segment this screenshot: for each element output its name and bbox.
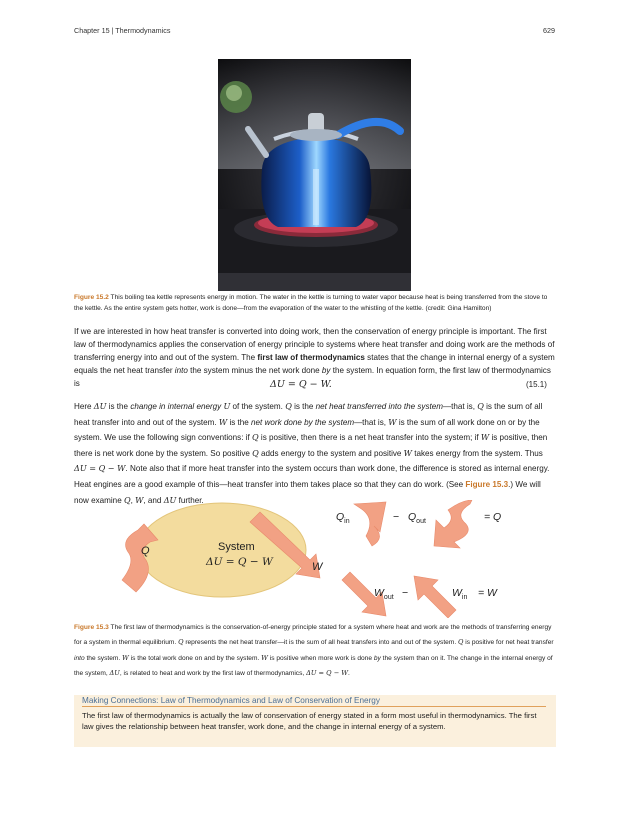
text-run: the system. xyxy=(84,654,123,662)
system-label: System xyxy=(218,541,255,553)
first-law-diagram xyxy=(114,500,524,618)
text-run: is the xyxy=(291,402,316,411)
text-run: is the total work done on and by the system. xyxy=(128,654,262,662)
q-in-subscript: in xyxy=(344,518,350,525)
text-run: the system. In equation form, the first law of thermodynamics is xyxy=(74,366,551,388)
q-label: Q xyxy=(141,545,150,557)
minus-sign: − xyxy=(402,587,409,599)
text-run: the system than on it. The change in the internal energy of the system, xyxy=(74,654,553,678)
making-connections-text: The first law of thermodynamics is actually the law of conservation of energy stated in a form most useful in thermodynamics. The first law gives the relationship between heat transfer, work done, and the change in internal energy of a system. xyxy=(82,711,537,731)
w-in-subscript: in xyxy=(461,594,468,601)
emphasis: into xyxy=(74,654,85,662)
figure-label: Figure 15.3 xyxy=(74,624,109,631)
symbol-q: Q xyxy=(458,638,464,647)
text-run: is the sum of all heat transfer into and out of the system. xyxy=(74,402,543,427)
text-run: .) We will now examine xyxy=(74,479,541,505)
w-out-label xyxy=(374,587,394,601)
figure-15-3-caption xyxy=(74,620,556,682)
w-label: W xyxy=(312,561,323,573)
caption-text: This boiling tea kettle represents energy in motion. The water in the kettle is turning to water vapor because heat is being transferred from the stove to the kettle. As the entire system gets hotter, work is done—from the evaporation of the water to the whistling of the kettle. (credit: Gina Hamilton) xyxy=(74,294,548,312)
text-run: of the system. xyxy=(230,402,286,411)
symbol-q: Q xyxy=(477,401,484,411)
symbol-w: W xyxy=(135,494,144,505)
symbol-w: W xyxy=(261,653,268,662)
symbol-w: W xyxy=(122,653,129,662)
kettle-photo xyxy=(218,59,411,291)
minus-sign: − xyxy=(393,511,400,523)
text-run: , and xyxy=(143,495,164,505)
q-in-symbol: Q xyxy=(336,511,345,523)
w-out-symbol: W xyxy=(374,587,384,599)
text-run: is positive when more work is done xyxy=(267,654,374,662)
text-run: —that is, xyxy=(443,402,478,411)
symbol-q: Q xyxy=(285,401,292,411)
w-in-arrow xyxy=(414,576,456,618)
text-run: the system minus the net work done xyxy=(187,366,322,375)
symbol-w: W xyxy=(218,416,228,427)
text-run: If we are interested in how heat transfer is converted into doing work, then the conservation of energy principle is important. The first law of thermodynamics applies the conservation of energy principle to systems where heat transfer and doing work are the methods of transferring energy into and out of the system. The xyxy=(74,327,555,362)
text-run: is the xyxy=(106,402,131,411)
inline-equation: ΔU = Q − W xyxy=(74,463,126,474)
symbol-q: Q xyxy=(252,432,259,443)
q-out-arrow xyxy=(434,500,472,548)
text-run: is the xyxy=(227,417,252,427)
equals-q: = Q xyxy=(484,511,502,523)
symbol-w: W xyxy=(403,447,412,458)
equation-15-1: ΔU = Q − W. xyxy=(270,379,332,390)
text-run: is positive for net heat transfer xyxy=(463,639,554,647)
emphasis: by xyxy=(321,366,331,375)
symbol-u: U xyxy=(223,401,231,411)
text-run: . Note also that if more heat transfer into the system occurs than work done, the difference is stored as internal energy. Heat engines are a good example of this—heat transfer into them takes place so that they can do work. (See xyxy=(74,464,550,489)
key-term: first law of thermodynamics xyxy=(257,353,365,362)
symbol-delta-u: ΔU xyxy=(163,494,177,505)
q-out-label xyxy=(408,511,426,525)
emphasis: net heat transferred into the system xyxy=(315,402,443,411)
symbol-w: W xyxy=(480,432,490,443)
inline-equation: ΔU = Q − W xyxy=(306,669,348,678)
symbol-w: W xyxy=(388,416,397,427)
emphasis: into xyxy=(174,366,188,375)
box-divider xyxy=(82,706,546,707)
text-run: —that is, xyxy=(354,417,389,427)
symbol-delta-u: ΔU xyxy=(109,669,120,678)
w-in-label xyxy=(452,587,467,601)
system-equation: ΔU = Q − W xyxy=(206,556,273,568)
symbol-delta-u: ΔU xyxy=(93,401,107,411)
text-run: is the sum of all work done on or by the system. We use the following sign conventions: if xyxy=(74,417,540,443)
making-connections-title: Making Connections: Law of Thermodynamics and Law of Conservation of Energy xyxy=(82,696,380,705)
w-out-subscript: out xyxy=(383,594,394,601)
q-out-symbol: Q xyxy=(408,511,417,523)
kettle-photo-image xyxy=(218,59,411,291)
symbol-q: Q xyxy=(123,494,131,505)
text-run: Here xyxy=(74,402,94,411)
text-run: takes energy from the system. Thus xyxy=(412,448,543,458)
text-run: . xyxy=(348,670,350,678)
text-run: further. xyxy=(176,495,204,505)
equals-w: = W xyxy=(478,587,497,599)
sign-convention-paragraph xyxy=(74,399,556,508)
text-run: is positive, then there is a net heat transfer into the system; if xyxy=(258,433,481,443)
symbol-q: Q xyxy=(252,447,259,458)
text-run: , is related to heat and work by the first law of thermodynamics, xyxy=(119,670,307,678)
emphasis: by xyxy=(373,654,381,662)
text-run: represents the net heat transfer—it is the sum of all heat transfers into and out of the system. xyxy=(183,639,458,647)
text-run: adds energy to the system and positive xyxy=(258,448,404,458)
text-run: , xyxy=(130,495,136,505)
text-run: is positive, then there is net work done by the system. So positive xyxy=(74,433,548,458)
emphasis: net work done by the system xyxy=(251,417,355,427)
symbol-q: Q xyxy=(178,638,184,647)
figure-15-2-caption xyxy=(74,292,556,314)
figure-label: Figure 15.2 xyxy=(74,294,109,301)
running-header-chapter: Chapter 15 | Thermodynamics xyxy=(74,26,171,35)
page-number: 629 xyxy=(543,26,555,35)
q-in-arrow xyxy=(354,502,386,546)
text-run: states that the change in internal energy of a system equals the net heat transfer xyxy=(74,353,555,375)
equation-number: (15.1) xyxy=(526,380,547,389)
q-in-label xyxy=(336,511,350,525)
figure-15-3-link[interactable]: Figure 15.3 xyxy=(465,479,509,489)
emphasis: change in internal energy xyxy=(130,402,222,411)
text-run: The first law of thermodynamics is the conservation-of-energy principle stated for a system where heat and work are the methods of transferring energy for a system in thermal equilibrium. xyxy=(74,624,552,647)
q-out-subscript: out xyxy=(416,518,426,525)
w-in-symbol: W xyxy=(452,587,462,599)
